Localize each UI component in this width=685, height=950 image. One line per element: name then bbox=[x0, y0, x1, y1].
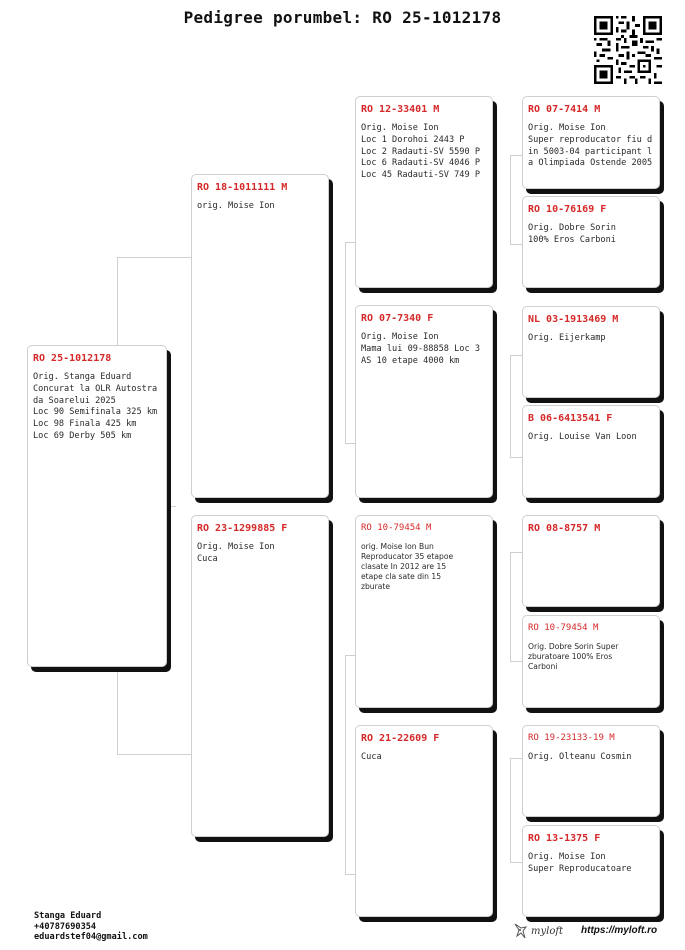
pigeon-description: orig. Moise Ion Bun Reproducator 35 etapoe clasate In 2012 are 15 etape cla sate din 15 zburate bbox=[361, 542, 454, 591]
owner-name: Stanga Eduard bbox=[34, 911, 102, 921]
grandparent-card[interactable] bbox=[355, 96, 493, 288]
great-grandparent-card[interactable] bbox=[522, 515, 660, 607]
ring-number: NL 03-1913469 M bbox=[528, 314, 619, 325]
pigeon-description: Orig. Stanga Eduard Concurat la OLR Autostra da Soarelui 2025 Loc 90 Semifinala 325 km Loc 98 Finala 425 km Loc 69 Derby 505 km bbox=[33, 372, 158, 441]
pigeon-description: Orig. Dobre Sorin Super zburatoare 100% Eros Carboni bbox=[528, 642, 619, 671]
ring-number: RO 18-1011111 M bbox=[197, 182, 288, 193]
ring-number: RO 07-7414 M bbox=[528, 104, 601, 115]
ring-number: RO 13-1375 F bbox=[528, 833, 601, 844]
pigeon-description: orig. Moise Ion bbox=[197, 201, 275, 211]
grandparent-card[interactable] bbox=[355, 725, 493, 917]
qr-code[interactable] bbox=[594, 16, 662, 84]
great-grandparent-card[interactable] bbox=[522, 96, 660, 189]
ring-number: RO 25-1012178 bbox=[33, 353, 112, 364]
brand-logo bbox=[512, 921, 563, 941]
subject-card[interactable] bbox=[27, 345, 167, 667]
great-grandparent-card[interactable] bbox=[522, 725, 660, 817]
pigeon-description: Orig. Moise Ion Cuca bbox=[197, 542, 275, 564]
owner-contact bbox=[34, 911, 148, 943]
ring-number: RO 23-1299885 F bbox=[197, 523, 288, 534]
pigeon-logo-icon bbox=[512, 922, 528, 940]
page-title: Pedigree porumbel: RO 25-1012178 bbox=[183, 8, 502, 27]
pigeon-description: Orig. Moise Ion Super Reproducatoare bbox=[528, 852, 632, 874]
pigeon-description: Orig. Olteanu Cosmin bbox=[528, 752, 632, 762]
ring-number: RO 19-23133-19 M bbox=[528, 733, 615, 743]
sire-card[interactable] bbox=[191, 174, 329, 498]
pigeon-description: Orig. Moise Ion Super reproducator fiu d in 5003-04 participant l a Olimpiada Ostende 2005 bbox=[528, 123, 653, 169]
ring-number: RO 10-79454 M bbox=[528, 623, 599, 633]
grandparent-card[interactable] bbox=[355, 515, 493, 708]
great-grandparent-card[interactable] bbox=[522, 405, 660, 498]
great-grandparent-card[interactable] bbox=[522, 615, 660, 708]
dam-card[interactable] bbox=[191, 515, 329, 837]
ring-number: RO 08-8757 M bbox=[528, 523, 601, 534]
ring-number: RO 21-22609 F bbox=[361, 733, 440, 744]
ring-number: B 06-6413541 F bbox=[528, 413, 613, 424]
pigeon-description: Orig. Louise Van Loon bbox=[528, 432, 637, 442]
grandparent-card[interactable] bbox=[355, 305, 493, 498]
brand-name: myloft bbox=[531, 925, 564, 937]
pigeon-description: Cuca bbox=[361, 752, 382, 762]
great-grandparent-card[interactable] bbox=[522, 196, 660, 288]
brand-url-link[interactable]: https://myloft.ro bbox=[581, 925, 658, 936]
great-grandparent-card[interactable] bbox=[522, 825, 660, 917]
ring-number: RO 10-79454 M bbox=[361, 523, 432, 533]
owner-email[interactable]: eduardstef04@gmail.com bbox=[34, 932, 148, 942]
pigeon-description: Orig. Moise Ion Mama lui 09-88858 Loc 3 AS 10 etape 4000 km bbox=[361, 332, 480, 366]
ring-number: RO 10-76169 F bbox=[528, 204, 607, 215]
pigeon-description: Orig. Dobre Sorin 100% Eros Carboni bbox=[528, 223, 616, 245]
ring-number: RO 12-33401 M bbox=[361, 104, 440, 115]
pigeon-description: Orig. Eijerkamp bbox=[528, 333, 606, 343]
ring-number: RO 07-7340 F bbox=[361, 313, 434, 324]
great-grandparent-card[interactable] bbox=[522, 306, 660, 398]
owner-phone: +40787690354 bbox=[34, 921, 97, 932]
pigeon-description: Orig. Moise Ion Loc 1 Dorohoi 2443 P Loc 2 Radauti-SV 5590 P Loc 6 Radauti-SV 4046 P Loc 45 Radauti-SV 749 P bbox=[361, 123, 480, 181]
